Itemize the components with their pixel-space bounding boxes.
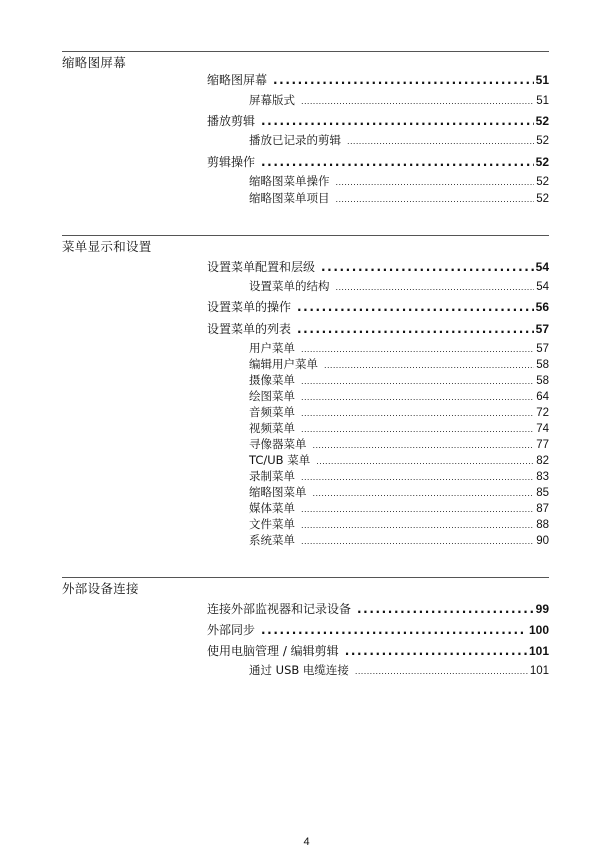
dot-leader [355, 667, 528, 676]
dot-leader [336, 178, 535, 187]
toc-entry[interactable] [207, 153, 549, 170]
toc-subentry[interactable] [249, 372, 549, 388]
dot-leader [301, 505, 534, 514]
toc-entry-page: 101 [529, 665, 549, 677]
toc-entry-label: 编辑用户菜单 [249, 357, 318, 371]
section-divider [62, 577, 549, 578]
toc-subentry[interactable] [249, 468, 549, 484]
toc-entry-page: 54 [535, 260, 549, 274]
toc-entry-page: 57 [535, 322, 549, 336]
toc-subentry[interactable] [249, 388, 549, 404]
toc-entry-label: 音频菜单 [249, 405, 295, 419]
toc-entry-label: 剪辑操作 [207, 155, 256, 169]
toc-section-thumbnail [62, 51, 549, 205]
toc-subentry[interactable] [249, 500, 549, 516]
toc-entry-label: 摄像菜单 [249, 373, 295, 387]
toc-subentry[interactable] [249, 516, 549, 532]
toc-entry[interactable] [207, 600, 549, 617]
toc-entry-label: 外部同步 [207, 623, 256, 637]
toc-subentry[interactable] [249, 278, 549, 294]
toc-entry-label: TC/UB 菜单 [249, 453, 311, 467]
toc-entry-page: 52 [536, 176, 549, 188]
toc-entry-page: 74 [536, 423, 549, 435]
section-title: 外部设备连接 [62, 581, 139, 596]
dot-leader [301, 345, 534, 354]
toc-entry[interactable] [207, 71, 549, 88]
toc-entry-page: 90 [536, 535, 549, 547]
toc-entry-label: 寻像器菜单 [249, 437, 307, 451]
toc-section-menu [62, 235, 549, 547]
dot-leader [273, 73, 534, 87]
section-title: 缩略图屏幕 [62, 55, 127, 70]
toc-entry-label: 用户菜单 [249, 341, 295, 355]
toc-entry-page: 58 [536, 359, 549, 371]
section-title: 菜单显示和设置 [62, 239, 152, 254]
toc-entry[interactable] [207, 258, 549, 275]
toc-entry-page: 51 [536, 95, 549, 107]
toc-entry-label: 播放已记录的剪辑 [249, 133, 341, 147]
toc-entry-label: 媒体菜单 [249, 501, 295, 515]
toc-entry[interactable] [207, 621, 549, 638]
dot-leader [357, 602, 534, 616]
dot-leader [301, 409, 534, 418]
dot-leader [301, 97, 534, 106]
section-divider [62, 235, 549, 236]
dot-leader [301, 537, 534, 546]
dot-leader [324, 361, 534, 370]
toc-entry-page: 52 [535, 114, 549, 128]
toc-subentry[interactable] [249, 404, 549, 420]
dot-leader [301, 521, 534, 530]
toc-subentry[interactable] [249, 452, 549, 468]
toc-entry-page: 56 [535, 300, 549, 314]
toc-entry-label: 缩略图菜单项目 [249, 191, 330, 205]
toc-subentry[interactable] [249, 532, 549, 548]
dot-leader [347, 137, 534, 146]
toc-entry-label: 播放剪辑 [207, 114, 256, 128]
toc-entry-label: 屏幕版式 [249, 93, 295, 107]
dot-leader [313, 441, 535, 450]
dot-leader [297, 300, 534, 314]
toc-entry-label: 设置菜单的操作 [207, 300, 292, 314]
dot-leader [261, 114, 534, 128]
toc-subentry[interactable] [249, 173, 549, 189]
toc-entry-page: 64 [536, 391, 549, 403]
toc-entry-page: 87 [536, 503, 549, 515]
toc-subentry[interactable] [249, 190, 549, 206]
toc-entry[interactable] [207, 320, 549, 337]
toc-entry[interactable] [207, 112, 549, 129]
dot-leader [336, 283, 535, 292]
toc-entry-page: 72 [536, 407, 549, 419]
toc-entry-page: 77 [536, 439, 549, 451]
toc-entry[interactable] [207, 298, 549, 315]
toc-entry-label: 系统菜单 [249, 533, 295, 547]
toc-subentry[interactable] [249, 436, 549, 452]
toc-subentry[interactable] [249, 340, 549, 356]
toc-entry-page: 85 [536, 487, 549, 499]
dot-leader [297, 322, 534, 336]
toc-entry-page: 51 [535, 73, 549, 87]
toc-entry[interactable] [207, 642, 549, 659]
toc-subentry[interactable] [249, 356, 549, 372]
toc-entry-label: 录制菜单 [249, 469, 295, 483]
toc-subentry[interactable] [249, 662, 549, 678]
toc-entry-page: 99 [535, 602, 549, 616]
toc-entry-label: 绘图菜单 [249, 389, 295, 403]
dot-leader [261, 155, 534, 169]
toc-entry-page: 58 [536, 375, 549, 387]
toc-entry-page: 52 [536, 135, 549, 147]
toc-entry-page: 54 [536, 281, 549, 293]
toc-entry-page: 100 [528, 623, 549, 637]
toc-subentry[interactable] [249, 92, 549, 108]
dot-leader [316, 457, 534, 466]
toc-entry-page: 82 [536, 455, 549, 467]
dot-leader [301, 425, 534, 434]
toc-entry-page: 101 [528, 644, 549, 658]
toc-entry-page: 52 [535, 155, 549, 169]
toc-entry-label: 缩略图屏幕 [207, 73, 268, 87]
dot-leader [301, 473, 534, 482]
toc-entry-label: 连接外部监视器和记录设备 [207, 602, 352, 616]
toc-entry-label: 缩略图菜单操作 [249, 174, 330, 188]
toc-entry-label: 通过 USB 电缆连接 [249, 663, 349, 677]
toc-subentry[interactable] [249, 132, 549, 148]
dot-leader [301, 393, 534, 402]
dot-leader [301, 377, 534, 386]
toc-entry-label: 视频菜单 [249, 421, 295, 435]
toc-subentry[interactable] [249, 484, 549, 500]
dot-leader [261, 623, 527, 637]
page-number: 4 [303, 836, 310, 848]
section-divider [62, 51, 549, 52]
dot-leader [336, 195, 535, 204]
toc-entry-label: 文件菜单 [249, 517, 295, 531]
toc-entry-page: 88 [536, 519, 549, 531]
toc-entry-page: 83 [536, 471, 549, 483]
toc-entry-label: 设置菜单的结构 [249, 279, 330, 293]
dot-leader [345, 644, 527, 658]
toc-subentry[interactable] [249, 420, 549, 436]
dot-leader [321, 260, 534, 274]
toc-entry-label: 使用电脑管理 / 编辑剪辑 [207, 644, 339, 658]
toc-entry-label: 缩略图菜单 [249, 485, 307, 499]
toc-entry-page: 52 [536, 193, 549, 205]
toc-entry-label: 设置菜单的列表 [207, 322, 292, 336]
toc-section-external [62, 577, 549, 677]
dot-leader [313, 489, 535, 498]
toc-entry-page: 57 [536, 343, 549, 355]
toc-entry-label: 设置菜单配置和层级 [207, 260, 316, 274]
